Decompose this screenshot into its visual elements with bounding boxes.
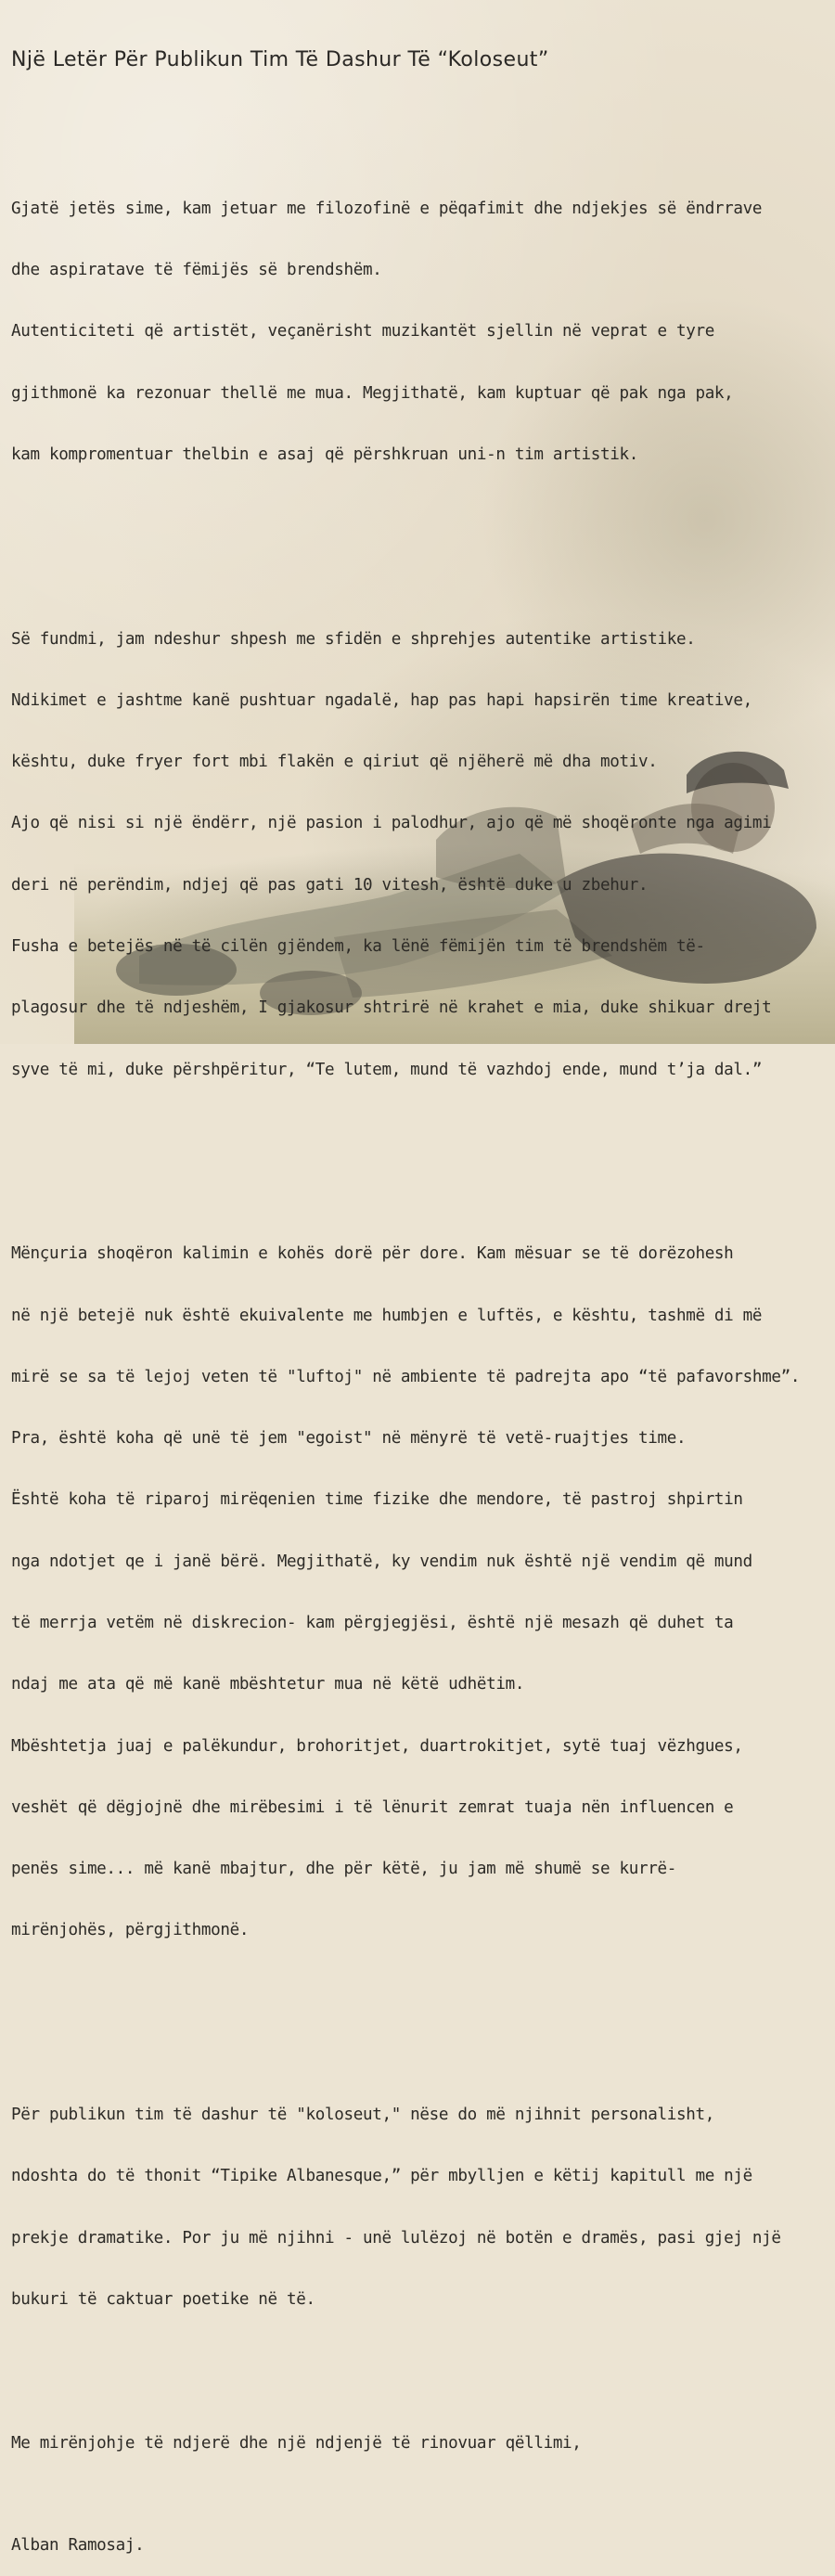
letter-line: Së fundmi, jam ndeshur shpesh me sfidën e shprehjes autentike artistike. [11,629,696,649]
letter-line: gjithmonë ka rezonuar thellë me mua. Megjithatë, kam kuptuar që pak nga pak, [11,383,734,403]
letter-line: Mbështetja juaj e palëkundur, brohoritjet, duartrokitjet, sytë tuaj vëzhgues, [11,1736,743,1756]
letter-paragraph [11,1203,833,1982]
letter-line: nga ndotjet qe i janë bërë. Megjithatë, ky vendim nuk është një vendim që mund [11,1552,752,1571]
letter-line: Është koha të riparoj mirëqenien time fizike dhe mendore, të pastroj shpirtin [11,1490,743,1510]
letter-line: ndoshta do të thonit “Tipike Albanesque,” për mbylljen e këtij kapitull me një [11,2167,752,2186]
letter-line: Ndikimet e jashtme kanë pushtuar ngadalë, hap pas hapi hapsirën time kreative, [11,690,752,710]
letter-paragraph [11,587,833,1120]
letter-line: kam kompromentuar thelbin e asaj që përshkruan uni-n tim artistik. [11,444,638,464]
letter-signature: Alban Ramosaj. [11,2535,145,2555]
letter-line: mirënjohës, përgjithmonë. [11,1921,250,1940]
letter-line: Gjatë jetës sime, kam jetuar me filozofinë e pëqafimit dhe ndjekjes së ëndrrave [11,199,763,218]
letter-line: syve të mi, duke përshpëritur, “Te lutem, mund të vazhdoj ende, mund t’ja dal.” [11,1060,763,1079]
letter-line: kështu, duke fryer fort mbi flakën e qiriut që njëherë më dha motiv. [11,753,658,772]
letter-paragraph [11,2064,833,2351]
letter-line: Për publikun tim të dashur të "koloseut," nëse do më njihnit personalisht, [11,2106,714,2125]
letter-line: Pra, është koha që unë të jem "egoist" në mënyrë të vetë-ruajtjes time. [11,1429,687,1449]
letter-line: plagosur dhe të ndjeshëm, I gjakosur shtrirë në krahet e mia, duke shikuar drejt [11,998,772,1018]
letter-line: Mënçuria shoqëron kalimin e kohës dorë për dore. Kam mësuar se të dorëzohesh [11,1244,734,1264]
letter-line: të merrja vetëm në diskrecion- kam përgjegjësi, është një mesazh që duhet ta [11,1614,734,1633]
letter-line: ndaj me ata që më kanë mbështetur mua në këtë udhëtim. [11,1675,525,1694]
letter-line: në një betejë nuk është ekuivalente me humbjen e luftës, e kështu, tashmë di më [11,1306,763,1325]
letter-line: Fusha e betejës në të cilën gjëndem, ka lënë fëmijën tim të brendshëm të- [11,937,705,957]
letter-line: prekje dramatike. Por ju më njihni - unë lulëzoj në botën e dramës, pasi gjej një [11,2228,781,2248]
letter-line: Ajo që nisi si një ëndërr, një pasion i palodhur, ajo që më shoqëronte nga agimi [11,814,772,833]
letter-line: penës sime... më kanë mbajtur, dhe për këtë, ju jam më shumë se kurrë- [11,1860,676,1879]
letter-line: mirë se sa të lejoj veten të "luftoj" në ambiente të padrejta apo “të pafavorshme”. [11,1367,801,1386]
letter-closing: Me mirënjohje të ndjerë dhe një ndjenjë të rinovuar qëllimi, [11,2433,582,2453]
letter [11,9,833,2576]
letter-line: Autenticiteti që artistët, veçanërisht muzikantët sjellin në veprat e tyre [11,322,714,341]
letter-line: dhe aspiratave të fëmijës së brendshëm. [11,261,382,280]
letter-line: bukuri të caktuar poetike në të. [11,2290,315,2310]
letter-title: Një Letër Për Publikun Tim Të Dashur Të “Koloseut” [11,48,549,72]
letter-line: veshët që dëgjojnë dhe mirëbesimi i të lënurit zemrat tuaja nën influencen e [11,1797,734,1817]
letter-line: deri në perëndim, ndjej që pas gati 10 vitesh, është duke u zbehur. [11,875,649,895]
letter-paragraph [11,158,833,507]
